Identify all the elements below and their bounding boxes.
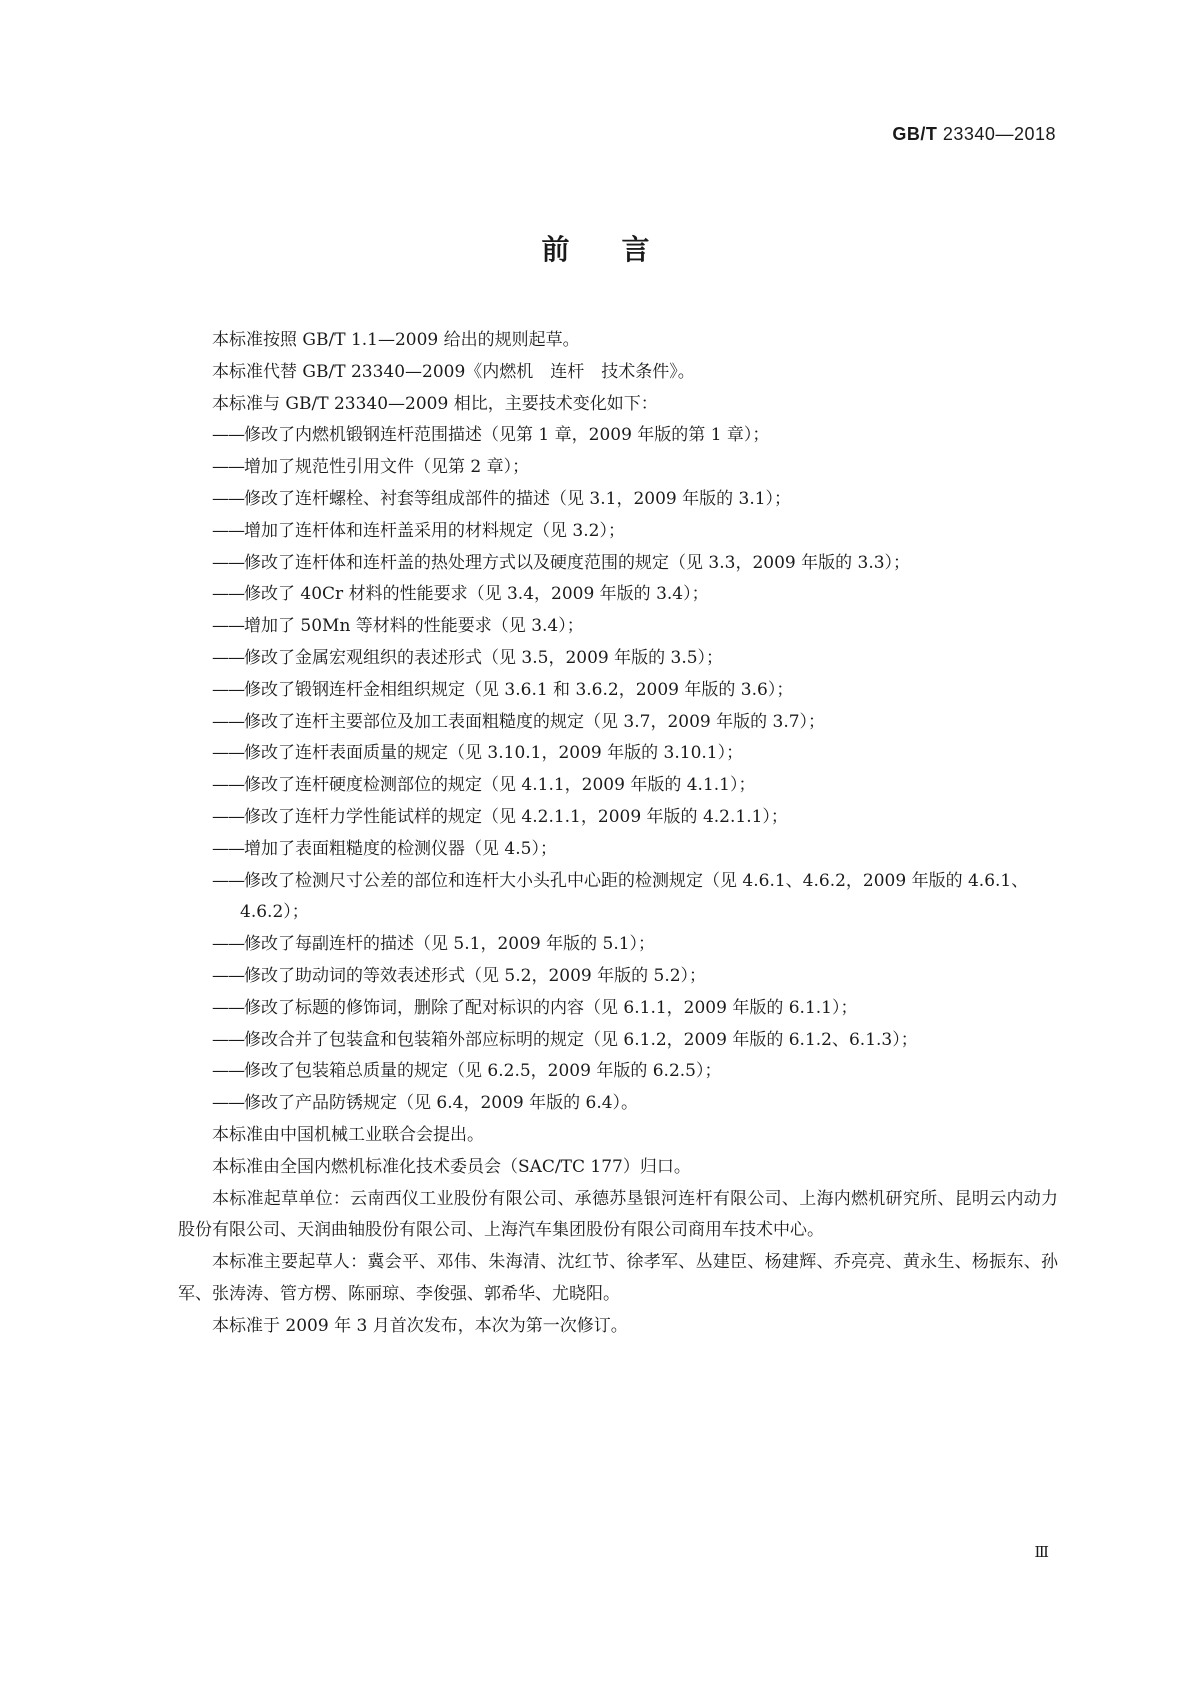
change-text: 修改了锻钢连杆金相组织规定（见 3.6.1 和 3.6.2，2009 年版的 3.6）； [244,679,794,700]
change-item [178,1025,1058,1057]
change-text: 修改了检测尺寸公差的部位和连杆大小头孔中心距的检测规定（见 4.6.1、4.6.2，2009 年版的 4.6.1、4.6.2）； [240,870,1029,923]
dash-marker: —— [212,1029,244,1050]
change-item [178,579,1058,611]
intro-paragraph: 本标准代替 GB/T 23340—2009《内燃机 连杆 技术条件》。 [212,361,695,382]
drafting-units-paragraph: 本标准起草单位：云南西仪工业股份有限公司、承德苏垦银河连杆有限公司、上海内燃机研究所、昆明云内动力股份有限公司、天润曲轴股份有限公司、上海汽车集团股份有限公司商用车技术中心。 [178,1188,1058,1241]
change-text: 修改了连杆硬度检测部位的规定（见 4.1.1，2009 年版的 4.1.1）； [244,775,756,796]
dash-marker: —— [212,647,244,668]
change-item [178,993,1058,1025]
dash-marker: —— [212,425,244,446]
change-text: 修改了每副连杆的描述（见 5.1，2009 年版的 5.1）； [244,934,656,955]
dash-marker: —— [212,711,244,732]
change-list [178,420,1058,1120]
drafters-paragraph: 本标准主要起草人：冀会平、邓伟、朱海清、沈红节、徐孝军、丛建臣、杨建辉、乔亮亮、黄永生、杨振东、孙军、张涛涛、管方楞、陈丽琼、李俊强、郭希华、尤晓阳。 [178,1252,1058,1304]
change-item [178,1088,1058,1120]
dash-marker: —— [212,520,244,541]
outro-paragraph: 本标准于 2009 年 3 月首次发布，本次为第一次修订。 [212,1315,628,1336]
change-text: 修改了 40Cr 材料的性能要求（见 3.4，2009 年版的 3.4）； [244,584,709,605]
change-item [178,707,1058,739]
change-text: 修改了内燃机锻钢连杆范围描述（见第 1 章，2009 年版的第 1 章）； [244,425,770,446]
dash-marker: —— [212,743,244,764]
standard-number: 23340—2018 [942,124,1056,144]
dash-marker: —— [212,965,244,986]
document-body [178,325,1058,1343]
dash-marker: —— [212,1061,244,1082]
dash-marker: —— [212,488,244,509]
change-item [178,643,1058,675]
change-item [178,675,1058,707]
change-item [178,770,1058,802]
intro-paragraph: 本标准与 GB/T 23340—2009 相比，主要技术变化如下： [212,393,658,414]
change-item [178,484,1058,516]
change-item [178,802,1058,834]
dash-marker: —— [212,552,244,573]
change-text: 修改合并了包装盒和包装箱外部应标明的规定（见 6.1.2，2009 年版的 6.1.2、6.1.3）； [244,1029,918,1050]
change-item [178,961,1058,993]
dash-marker: —— [212,997,244,1018]
change-text: 修改了连杆主要部位及加工表面粗糙度的规定（见 3.7，2009 年版的 3.7）； [244,711,826,732]
change-text: 修改了连杆力学性能试样的规定（见 4.2.1.1，2009 年版的 4.2.1.1）； [244,806,788,827]
standard-prefix: GB/T [892,124,938,144]
change-text: 修改了连杆表面质量的规定（见 3.10.1，2009 年版的 3.10.1）； [244,743,744,764]
dash-marker: —— [212,838,244,859]
outro-paragraph: 本标准由中国机械工业联合会提出。 [212,1124,484,1145]
change-text: 增加了连杆体和连杆盖采用的材料规定（见 3.2）； [244,520,625,541]
change-text: 修改了标题的修饰词，删除了配对标识的内容（见 6.1.1，2009 年版的 6.1.1）； [244,997,858,1018]
dash-marker: —— [212,1093,244,1114]
change-item [178,452,1058,484]
change-text: 增加了规范性引用文件（见第 2 章）； [244,457,530,478]
change-text: 修改了连杆体和连杆盖的热处理方式以及硬度范围的规定（见 3.3，2009 年版的 3.3）； [244,552,911,573]
change-text: 修改了助动词的等效表述形式（见 5.2，2009 年版的 5.2）； [244,965,707,986]
page-title: 前言 [541,233,702,266]
dash-marker: —— [212,775,244,796]
change-item [178,929,1058,961]
intro-paragraph: 本标准按照 GB/T 1.1—2009 给出的规则起草。 [212,330,580,350]
dash-marker: —— [212,616,244,637]
change-item [178,420,1058,452]
change-text: 修改了产品防锈规定（见 6.4，2009 年版的 6.4）。 [244,1093,639,1114]
change-item [178,516,1058,548]
change-text: 修改了包装箱总质量的规定（见 6.2.5，2009 年版的 6.2.5）； [244,1061,722,1082]
dash-marker: —— [212,457,244,478]
page-number: Ⅲ [1034,1543,1049,1561]
dash-marker: —— [212,806,244,827]
dash-marker: —— [212,584,244,605]
change-text: 增加了 50Mn 等材料的性能要求（见 3.4）； [244,616,584,637]
change-text: 修改了金属宏观组织的表述形式（见 3.5，2009 年版的 3.5）； [244,647,724,668]
change-item [178,834,1058,866]
change-item [178,548,1058,580]
change-text: 增加了表面粗糙度的检测仪器（见 4.5）； [244,838,557,859]
change-item [178,866,1058,930]
standard-code [892,124,1056,145]
change-item [178,611,1058,643]
dash-marker: —— [212,934,244,955]
change-item [178,1056,1058,1088]
change-item [178,738,1058,770]
change-text: 修改了连杆螺栓、衬套等组成部件的描述（见 3.1，2009 年版的 3.1）； [244,488,792,509]
dash-marker: —— [212,679,244,700]
dash-marker: —— [212,870,244,891]
outro-paragraph: 本标准由全国内燃机标准化技术委员会（SAC/TC 177）归口。 [212,1156,691,1177]
